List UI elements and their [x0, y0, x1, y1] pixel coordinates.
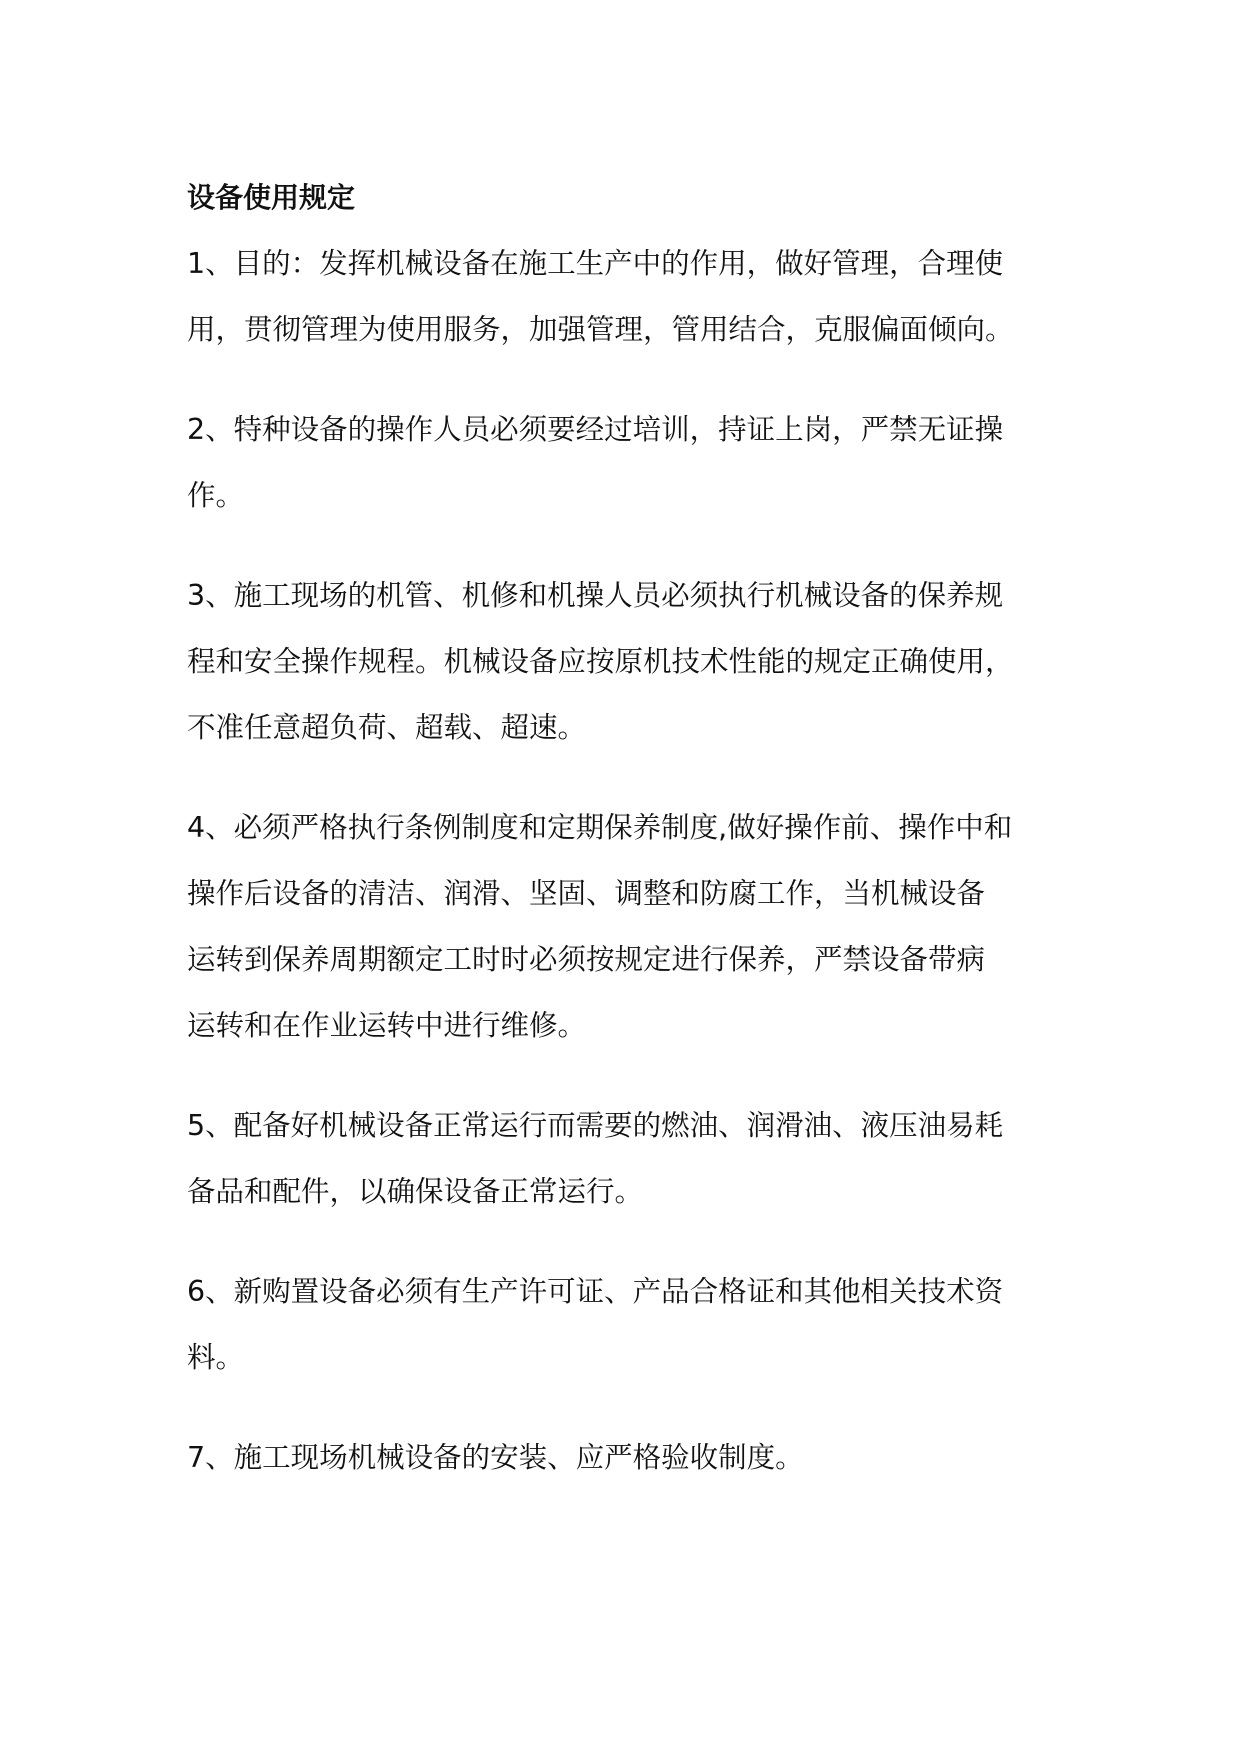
page-title: 设备使用规定: [187, 181, 356, 214]
paragraph-6: 6、新购置设备必须有生产许可证、产品合格证和其他相关技术资 料。: [187, 1275, 1004, 1374]
paragraph-5: 5、配备好机械设备正常运行而需要的燃油、润滑油、液压油易耗 备品和配件，以确保设备正常运行。: [187, 1109, 1004, 1208]
document-body: [187, 170, 1087, 1491]
paragraph-3: 3、施工现场的机管、机修和机操人员必须执行机械设备的保养规 程和安全操作规程。机械设备应按原机技术性能的规定正确使用， 不准任意超负荷、超载、超速。: [187, 579, 1014, 744]
paragraph-7: 7、施工现场机械设备的安装、应严格验收制度。: [187, 1441, 804, 1474]
paragraph-4: 4、必须严格执行条例制度和定期保养制度,做好操作前、操作中和 操作后设备的清洁、润滑、坚固、调整和防腐工作，当机械设备 运转到保养周期额定工时时必须按规定进行保养，严禁设备带病 运转和在作业运转中进行维修。: [187, 811, 1013, 1042]
paragraph-2: 2、特种设备的操作人员必须要经过培训，持证上岗，严禁无证操 作。: [187, 413, 1004, 512]
paragraph-1: 1、目的：发挥机械设备在施工生产中的作用，做好管理，合理使 用，贯彻管理为使用服务，加强管理，管用结合，克服偏面倾向。: [187, 247, 1014, 346]
